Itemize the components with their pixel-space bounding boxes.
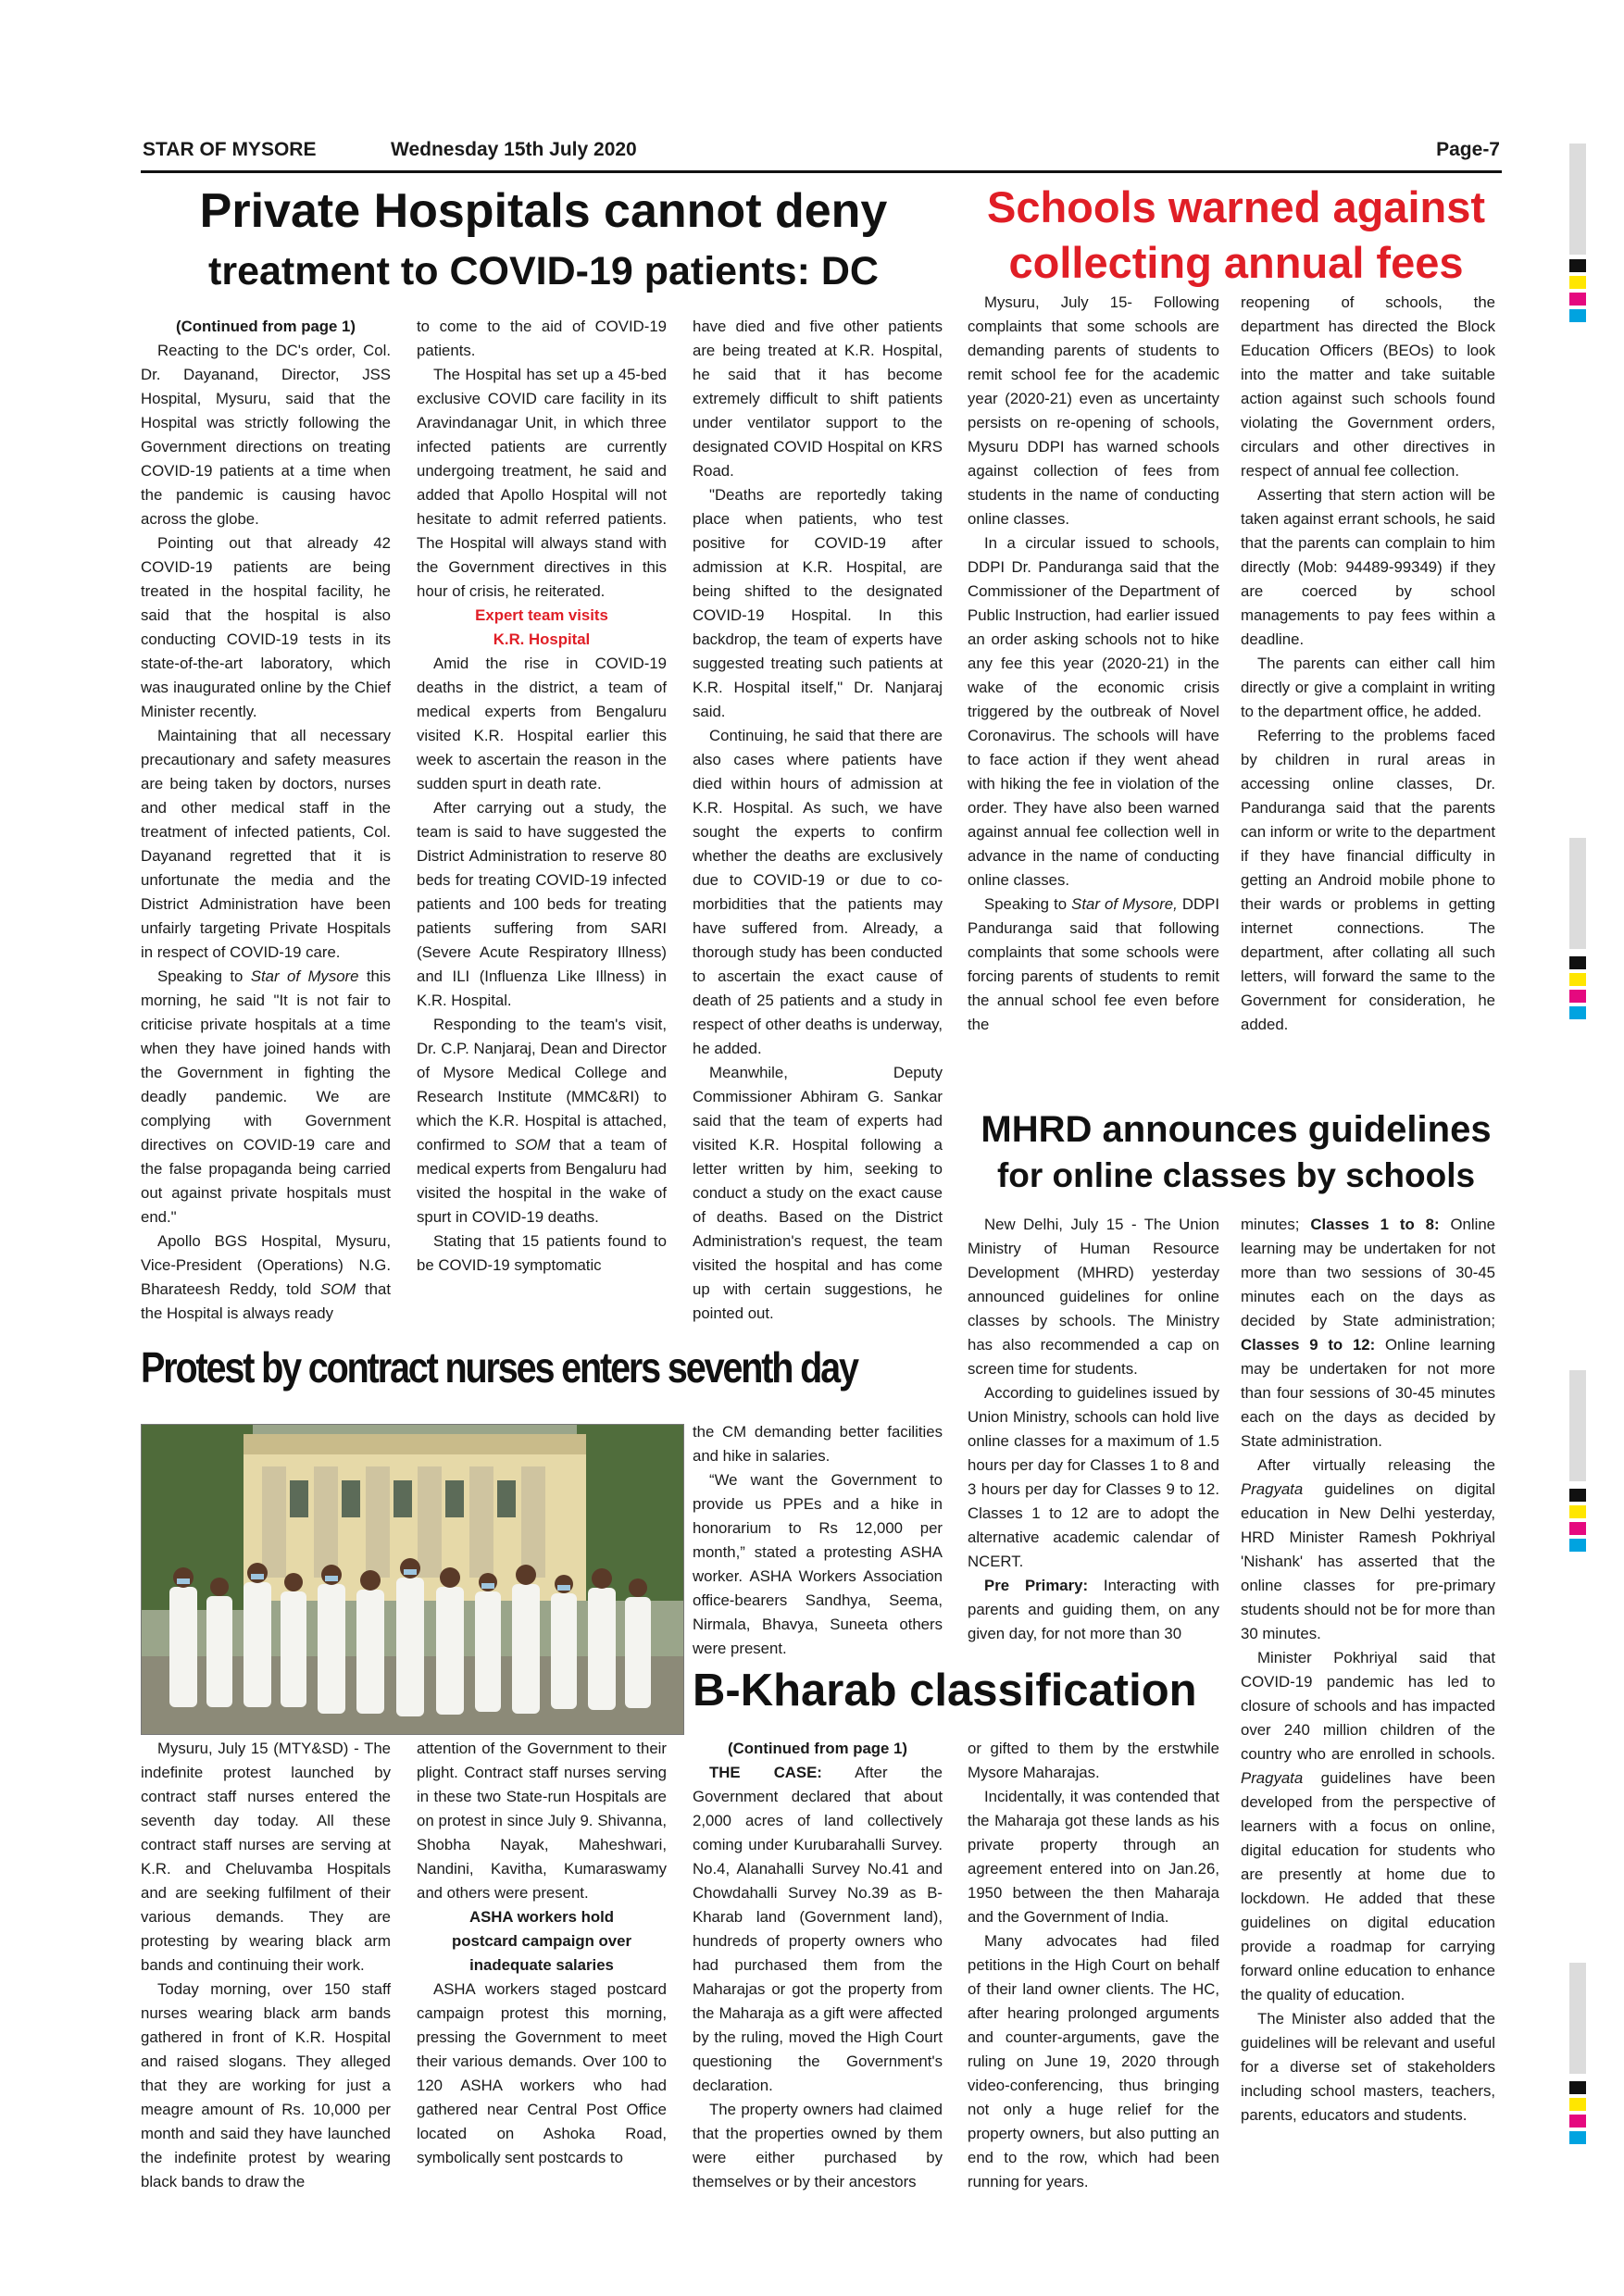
schools-column-1 <box>968 291 1219 1096</box>
paragraph: Speaking to Star of Mysore this morning, he said "It is not fair to criticise private hospitals at a time when they have joined hands with the Government in fighting the deadly pandemic. We are complying with Government directives on COVID-19 care and the false propaganda being carried out against private hospitals must end." <box>141 967 391 1226</box>
hospital-headline-line1: Private Hospitals cannot deny <box>199 184 888 238</box>
paragraph: The Minister also added that the guidelines will be relevant and useful for a diverse set of stakeholders including school masters, teachers, parents, educators and students. <box>1241 2010 1495 2124</box>
paragraph: Reacting to the DC's order, Col. Dr. Dayanand, Director, JSS Hospital, Mysuru, said that the Hospital was strictly following the Government directions on treating COVID-19 patients at a time when the pandemic is causing havoc across the globe. <box>141 342 391 528</box>
kharab-column-2 <box>968 1737 1219 2200</box>
printer-gray-bar <box>1569 1370 1586 1481</box>
paragraph: New Delhi, July 15 - The Union Ministry of Human Resource Development (MHRD) yesterday announced guidelines for online classes by schools. The Ministry has also recommended a cap on screen time for students. <box>968 1216 1219 1378</box>
printer-yellow-mark <box>1569 973 1586 986</box>
paragraph: Asserting that stern action will be taken against errant schools, he said that the parents can complain to him directly (Mob: 94489-99349) if they are coerced by school managements to pay fees within a deadline. <box>1241 486 1495 648</box>
paragraph: Meanwhile, Deputy Commissioner Abhiram G. Sankar said that the team of experts had visited K.R. Hospital following a letter written by him, seeking to conduct a study on the exact cause of deaths. Based on the District Administration's request, the team visited the hospital and has come up with certain suggestions, he pointed out. <box>693 1064 943 1322</box>
page-number: Page-7 <box>1436 139 1500 160</box>
printer-black-mark <box>1569 259 1586 272</box>
subhead: ASHA workers hold <box>468 1908 615 1926</box>
paragraph: Referring to the problems faced by children in rural areas in accessing online classes, Dr. Panduranga said that the parents can inform or write to the department if they have financial difficulty in getting an Android mobile phone to their wards or problems in getting internet connections. The department, after collating all such letters, will forward the same to the Government for consideration, he added. <box>1241 727 1495 1033</box>
protest-column-1 <box>141 1737 391 2200</box>
paragraph: Stating that 15 patients found to be COVID-19 symptomatic <box>417 1232 667 1274</box>
paragraph: Speaking to Star of Mysore, DDPI Panduranga said that following complaints that some schools were forcing parents of students to remit the annual school fee even before the <box>968 895 1219 1033</box>
schools-headline-line1: Schools warned against <box>986 182 1486 231</box>
printer-magenta-mark <box>1569 293 1586 306</box>
printer-yellow-mark <box>1569 276 1586 289</box>
printer-yellow-mark <box>1569 2098 1586 2111</box>
masthead <box>141 139 1502 173</box>
protest-column-2 <box>417 1737 667 2200</box>
paragraph: Apollo BGS Hospital, Mysuru, Vice-President (Operations) N.G. Bharateesh Reddy, told SOM that the Hospital is always ready <box>141 1232 391 1322</box>
hospital-column-2 <box>417 315 667 1352</box>
printer-cyan-mark <box>1569 1006 1586 1019</box>
kharab-column-1 <box>693 1737 943 2200</box>
mhrd-column-2 <box>1241 1213 1495 2213</box>
paragraph: ASHA workers staged postcard campaign protest this morning, pressing the Government to meet their various demands. Over 100 to 120 ASHA workers who had gathered near Central Post Office located on Ashoka Road, symbolically sent postcards to <box>417 1980 667 2166</box>
paragraph: After virtually releasing the Pragyata guidelines on digital education in New Delhi yesterday, HRD Minister Ramesh Pokhriyal 'Nishank' has asserted that the online classes for pre-primary students should not be for more than 30 minutes. <box>1241 1456 1495 1642</box>
paragraph: Mysuru, July 15- Following complaints that some schools are demanding parents of students to remit school fee for the academic year (2020-21) even as uncertainty persists on re-opening of schools, Mysuru DDPI has warned schools against collection of fees from students in the name of conducting online classes. <box>968 293 1219 528</box>
protest-photo <box>141 1424 684 1735</box>
hospital-headline-line2: treatment to COVID-19 patients: DC <box>208 249 879 293</box>
printer-black-mark <box>1569 956 1586 969</box>
protest-headline: Protest by contract nurses enters seventh day <box>141 1343 857 1391</box>
continued-note: (Continued from page 1) <box>728 1740 907 1757</box>
printer-gray-bar <box>1569 144 1586 255</box>
printer-cyan-mark <box>1569 1539 1586 1552</box>
paragraph: The property owners had claimed that the properties owned by them were either purchased by themselves or by their ancestors <box>693 2101 943 2190</box>
paragraph: or gifted to them by the erstwhile Mysore Maharajas. <box>968 1740 1219 1781</box>
paragraph: attention of the Government to their plight. Contract staff nurses serving in these two State-run Hospitals are on protest in since July 9. Shivanna, Shobha Nayak, Maheshwari, Nandini, Kavitha, Kumaraswamy and others were present. <box>417 1740 667 1902</box>
paragraph: According to guidelines issued by Union Ministry, schools can hold live online classes for a maximum of 1.5 hours per day for Classes 1 to 8 and 3 hours per day for Classes 9 to 12. Classes 1 to 12 are to adopt the alternative academic calendar of NCERT. <box>968 1384 1219 1570</box>
printer-yellow-mark <box>1569 1505 1586 1518</box>
mhrd-column-1 <box>968 1213 1219 1648</box>
printer-gray-bar <box>1569 1963 1586 2074</box>
paragraph: "Deaths are reportedly taking place when patients, who test positive for COVID-19 after admission at K.R. Hospital, are being shifted to the designated COVID-19 Hospital. In this backdrop, the team of experts have suggested treating such patients at K.R. Hospital itself," Dr. Nanjaraj said. <box>693 486 943 720</box>
paragraph: The Hospital has set up a 45-bed exclusive COVID care facility in its Aravindanagar Unit, in which three infected patients are currently undergoing treatment, he said and added that Apollo Hospital will not hesitate to admit referred patients. The Hospital will always stand with the Government directives in this hour of crisis, he reiterated. <box>417 366 667 600</box>
printer-magenta-mark <box>1569 2115 1586 2128</box>
subhead: inadequate salaries <box>469 1956 614 1974</box>
paragraph: reopening of schools, the department has directed the Block Education Officers (BEOs) to look into the matter and take suitable action against such schools found violating the Government orders, circulars and other directives in respect of annual fee collection. <box>1241 293 1495 480</box>
paragraph: Incidentally, it was contended that the Maharaja got these lands as his private property through an agreement entered into on Jan.26, 1950 between the then Maharaja and the Government of India. <box>968 1788 1219 1926</box>
mhrd-headline-line2: for online classes by schools <box>996 1156 1476 1194</box>
paragraph: Today morning, over 150 staff nurses wearing black arm bands gathered in front of K.R. Hospital and raised slogans. They alleged that they are working for just a meagre amount of Rs. 10,000 per month and said they have launched the indefinite protest by wearing black bands to draw the <box>141 1980 391 2190</box>
continued-note: (Continued from page 1) <box>176 318 356 335</box>
paragraph: The parents can either call him directly or give a complaint in writing to the department office, he added. <box>1241 655 1495 720</box>
paragraph: Mysuru, July 15 (MTY&SD) - The indefinite protest launched by contract staff nurses entered the seventh day today. All these contract staff nurses are serving at K.R. and Cheluvamba Hospitals and are seeking fulfilment of their various demands. They are protesting by wearing black arm bands and continuing their work. <box>141 1740 391 1974</box>
hospital-column-1 <box>141 315 391 1352</box>
subhead: K.R. Hospital <box>493 630 591 648</box>
printer-gray-bar <box>1569 838 1586 949</box>
printer-magenta-mark <box>1569 990 1586 1003</box>
schools-column-2 <box>1241 291 1495 1096</box>
mhrd-headline-line1: MHRD announces guidelines <box>981 1109 1492 1150</box>
printer-cyan-mark <box>1569 309 1586 322</box>
paragraph: In a circular issued to schools, DDPI Dr. Panduranga said that the Commissioner of the Department of Public Instruction, had earlier issued an order asking schools not to hike any fee this year (2020-21) in the wake of the economic crisis triggered by the outbreak of Novel Coronavirus. The schools will have to face action if they went ahead with hiking the fee in violation of the order. They have also been warned against annual fee collection well in advance in the name of conducting online classes. <box>968 534 1219 889</box>
hospital-column-3 <box>693 315 943 1352</box>
paragraph: “We want the Government to provide us PPEs and a hike in honorarium to Rs 12,000 per month,” stated a protesting ASHA worker. ASHA Workers Association office-bearers Sandhya, Seema, Nirmala, Bhavya, Suneeta others were present. <box>693 1471 943 1657</box>
paper-name: STAR OF MYSORE <box>143 139 317 160</box>
paragraph: have died and five other patients are being treated at K.R. Hospital, he said that it has become extremely difficult to shift patients under ventilator support to the designated COVID Hospital on KRS Road. <box>693 318 943 480</box>
printer-black-mark <box>1569 1489 1586 1502</box>
paragraph: Many advocates had filed petitions in the High Court on behalf of their land owner clients. The HC, after hearing prolonged arguments and counter-arguments, gave the ruling on June 19, 2020 through video-conferencing, thus bringing not only a huge relief for the property owners, but also putting an end to the row, which had been running for years. <box>968 1932 1219 2190</box>
protest-column-3 <box>693 1420 943 1670</box>
nurses-photo-illustration <box>142 1425 683 1734</box>
paragraph: Amid the rise in COVID-19 deaths in the district, a team of medical experts from Bengaluru visited K.R. Hospital earlier this week to ascertain the reason in the sudden spurt in death rate. <box>417 655 667 792</box>
paragraph: Continuing, he said that there are also cases where patients have died within hours of admission at K.R. Hospital. As such, we have sought the experts to confirm whether the deaths are exclusively due to COVID-19 or due to co-morbidities that the patients may have suffered from. Already, a thorough study has been conducted to ascertain the exact cause of death of 25 patients and a study in respect of other deaths is underway, he added. <box>693 727 943 1057</box>
paragraph: After carrying out a study, the team is said to have suggested the District Administration to reserve 80 beds for treating COVID-19 infected patients and 100 beds for treating patients suffering from SARI (Severe Acute Respiratory Illness) and ILI (Influenza Like Illness) in K.R. Hospital. <box>417 799 667 1009</box>
printer-cyan-mark <box>1569 2131 1586 2144</box>
subhead: postcard campaign over <box>452 1932 631 1950</box>
paragraph: THE CASE: After the Government declared that about 2,000 acres of land collectively coming under Kurubarahalli Survey. No.4, Alanahalli Survey No.41 and Chowdahalli Survey No.39 as B-Kharab land (Government land), hundreds of property owners who had purchased them from the Maharajas or got the property from the Maharaja as a gift were affected by the ruling, moved the High Court questioning the Government's declaration. <box>693 1764 943 2094</box>
paragraph: Minister Pokhriyal said that COVID-19 pandemic has led to closure of schools and has impacted over 240 million children of the country who are enrolled in schools. Pragyata guidelines have been developed from the perspective of learners with a focus on online, digital education for students who are presently at home due to lockdown. He added that these guidelines on digital education provide a roadmap for carrying forward online education to enhance the quality of education. <box>1241 1649 1495 2003</box>
paragraph: to come to the aid of COVID-19 patients. <box>417 318 667 359</box>
paragraph: minutes; Classes 1 to 8: Online learning may be undertaken for not more than two sessions of 30-45 minutes each on the days as decided by State administration; Classes 9 to 12: Online learning may be undertaken for not more than four sessions of 30-45 minutes each on the days as decided by State administration. <box>1241 1216 1495 1450</box>
schools-headline-line2: collecting annual fees <box>1008 238 1464 287</box>
subhead: Expert team visits <box>475 606 608 624</box>
paragraph: Pointing out that already 42 COVID-19 patients are being treated in the hospital facility, he said that the hospital is also conducting COVID-19 tests in its state-of-the-art laboratory, which was inaugurated online by the Chief Minister recently. <box>141 534 391 720</box>
printer-black-mark <box>1569 2081 1586 2094</box>
paragraph: Maintaining that all necessary precautionary and safety measures are being taken by doctors, nurses and other medical staff in the treatment of infected patients, Col. Dayanand regretted that it is unfortunate the media and the District Administration have been unfairly targeting Private Hospitals in respect of COVID-19 care. <box>141 727 391 961</box>
kharab-headline: B-Kharab classification <box>693 1666 1197 1716</box>
issue-date: Wednesday 15th July 2020 <box>391 139 637 160</box>
printer-magenta-mark <box>1569 1522 1586 1535</box>
paragraph: Responding to the team's visit, Dr. C.P. Nanjaraj, Dean and Director of Mysore Medical College and Research Institute (MMC&RI) to which the K.R. Hospital is attached, confirmed to SOM that a team of medical experts from Bengaluru had visited the hospital in the wake of spurt in COVID-19 deaths. <box>417 1016 667 1226</box>
paragraph: the CM demanding better facilities and hike in salaries. <box>693 1423 943 1465</box>
paragraph: Pre Primary: Interacting with parents and guiding them, on any given day, for not more than 30 <box>968 1577 1219 1642</box>
